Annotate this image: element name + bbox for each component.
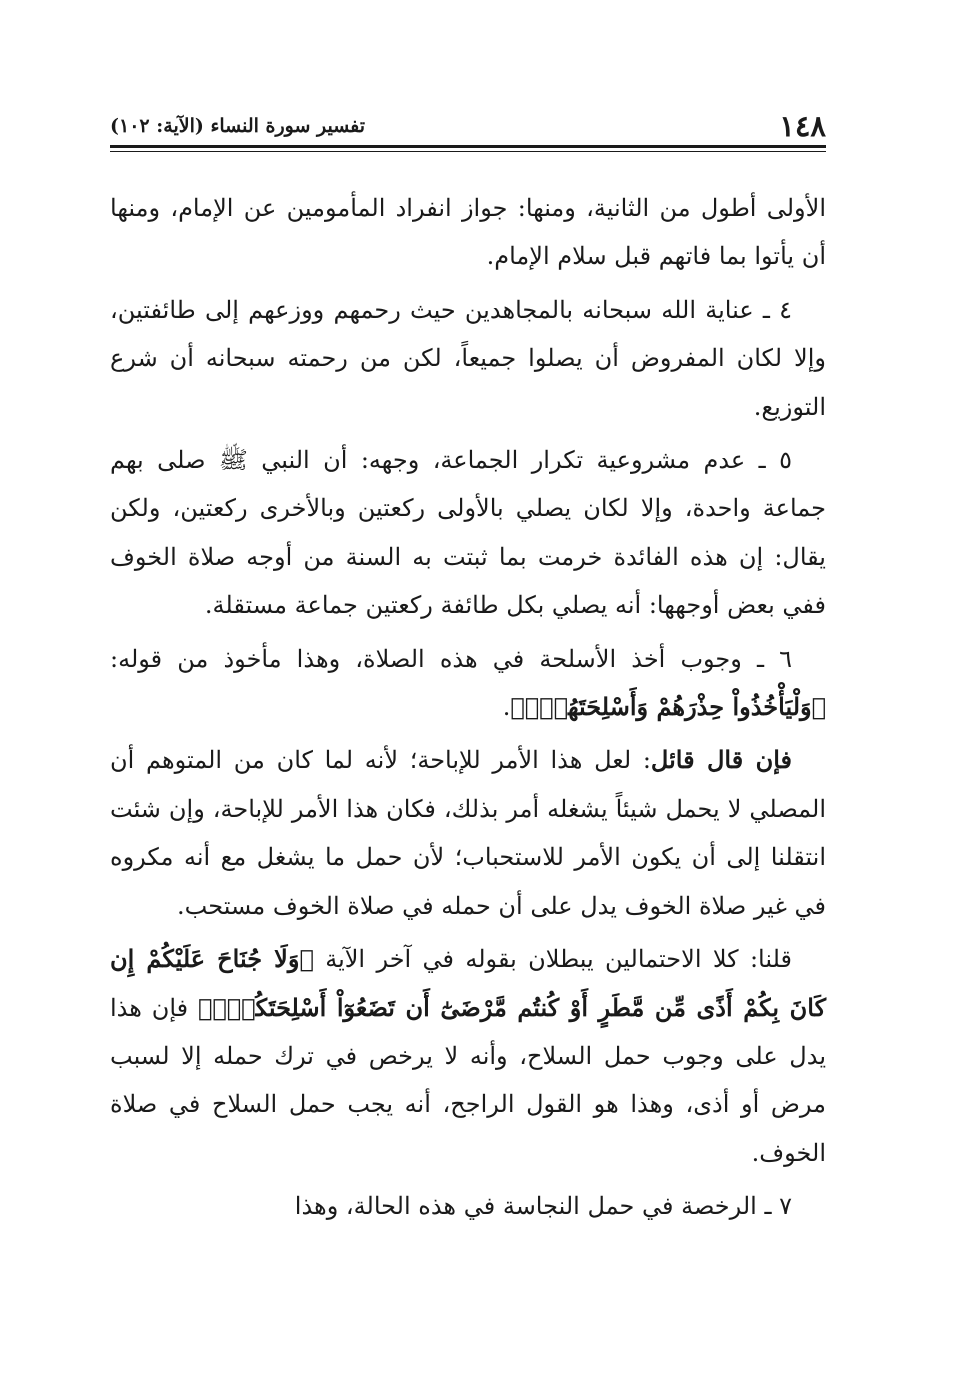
header-rule-thick bbox=[110, 145, 826, 148]
paragraph-point-6 bbox=[110, 635, 826, 732]
body-text bbox=[110, 184, 826, 1236]
running-head: تفسير سورة النساء (الآية: ١٠٢) bbox=[110, 115, 366, 137]
quran-quote: وَلَا جُنَاحَ عَلَيْكُمْ إِن كَانَ بِكُمْ أَذًى مِّن مَّطَرٍ أَوْ كُنتُم مَّرْضَىٰٓ أَن تَضَعُوٓاْ أَسْلِحَتَكُمْۖ bbox=[110, 944, 826, 1022]
paragraph-text-end: . bbox=[502, 693, 511, 722]
paragraph-text: ٦ ـ وجوب أخذ الأسلحة في هذه الصلاة، وهذا مأخوذ من قوله: bbox=[110, 644, 792, 673]
paragraph-point-4 bbox=[110, 286, 826, 431]
paragraph-text: ٥ ـ عدم مشروعية تكرار الجماعة، وجهه: أن النبي ﷺ صلى بهم جماعة واحدة، وإلا لكان يصلي بالأولى ركعتين وبالأخرى ركعتين، ولكن يقال: إن هذه الفائدة خرمت بما ثبتت به السنة من أوجه صلاة الخوف ففي بعض أوجهها: أنه يصلي بكل طائفة ركعتين جماعة مستقلة. bbox=[110, 446, 826, 620]
paragraph-objection bbox=[110, 736, 826, 930]
paragraph-point-5 bbox=[110, 436, 826, 630]
quran-open-bracket: ﴿ bbox=[299, 944, 314, 974]
paragraph-point-7 bbox=[110, 1182, 826, 1230]
header-rule-thin bbox=[110, 151, 826, 152]
quran-close-bracket: ﴾ bbox=[197, 992, 213, 1022]
page-number: ١٤٨ bbox=[779, 109, 826, 143]
paragraph-text: : لعل هذا الأمر للإباحة؛ لأنه لما كان من المتوهم أن المصلي لا يحمل شيئاً يشغله أمر بذلك، فكان هذا الأمر للإباحة، وإن شئت انتقلنا إلى أن يكون الأمر للاستحباب؛ لأن حمل ما يشغل مع أنه مكروه في غير صلاة الخوف يدل على أن حمله في صلاة الخوف مستحب. bbox=[110, 746, 826, 920]
paragraph-text-end: فإن هذا يدل على وجوب حمل السلاح، وأنه لا يرخص في ترك حمله إلا لسبب مرض أو أذى، وهذا هو القول الراجح، أنه يجب حمل السلاح في صلاة الخوف. bbox=[110, 993, 826, 1167]
paragraph-text: ٤ ـ عناية الله سبحانه بالمجاهدين حيث رحمهم ووزعهم إلى طائفتين، وإلا لكان المفروض أن يصلوا جميعاً، لكن من رحمته سبحانه أن شرع التوزيع. bbox=[110, 295, 826, 421]
paragraph-text: قلنا: كلا الاحتمالين يبطلان بقوله في آخر الآية bbox=[313, 945, 792, 974]
quran-close-bracket: ﴾ bbox=[510, 692, 525, 722]
quran-open-bracket: ﴿ bbox=[811, 692, 826, 722]
paragraph-text: ٧ ـ الرخصة في حمل النجاسة في هذه الحالة، وهذا bbox=[294, 1192, 792, 1221]
paragraph-reply bbox=[110, 935, 826, 1177]
paragraph-lead-phrase: فإن قال قائل bbox=[650, 745, 793, 775]
paragraph-text: الأولى أطول من الثانية، ومنها: جواز انفراد المأمومين عن الإمام، ومنها أن يأتوا بما فاتهم قبل سلام الإمام. bbox=[110, 194, 826, 271]
paragraph-continuation bbox=[110, 184, 826, 281]
page-header bbox=[110, 104, 826, 148]
quran-quote: وَلْيَأْخُذُواْ حِذْرَهُمْ وَأَسْلِحَتَهُمْۗ bbox=[524, 692, 812, 722]
